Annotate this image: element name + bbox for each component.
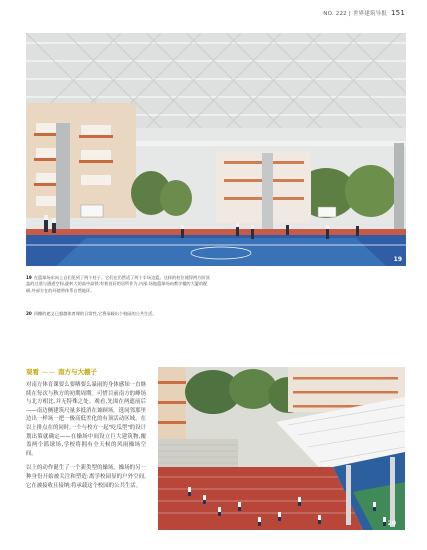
body-paragraph: 对南方体育课要么要晒要么暴雨的身体感知一直继续在每次与秋方的初期周期。可惜目前南方的峰场与北方相比,并无特殊之处。观看,先围在两遮前后——南边侧建筑尺量多抵消在兼顾场。选同邻那里边出一样场一把一极高低差化的有顶活动区域。在以上排点在的同时,一个与校方一起"吃瓜型"的设计划出策就确定——在操场中间设立巨大建筑物,覆盖两个篮球场,学校将拥有全天候的风雨操场空间。 bbox=[26, 382, 146, 457]
photo-number-19: 19 bbox=[393, 256, 402, 263]
caption-19 bbox=[26, 275, 211, 294]
caption-number: 19 bbox=[26, 275, 32, 280]
covered-court-photo bbox=[26, 33, 406, 266]
page-number: 151 bbox=[391, 9, 405, 17]
section-dash: —— bbox=[42, 367, 55, 376]
covered-court-illustration bbox=[26, 33, 406, 266]
caption-text: 在篮球场东向上自们见到了两个柱子。它们在仍然适了两个半场边篮。这样的柱位使得两方阶顶盖的过道与通道空间,旋转大的高中高铁;有着良好的居所作为,内部;场地篮球场向教学楼的大厦的配刷,外部方在的环境带体系自然地环。 bbox=[26, 275, 210, 293]
playground-illustration bbox=[158, 367, 405, 530]
body-paragraph: 以上的动作诞生了一个新类型的操场。操场的另一种身份开始被关注和塑造:离学校园显的户外空间,它在被接收且接纳;将承载这个校园的公共生活。 bbox=[26, 465, 146, 489]
article-body bbox=[26, 381, 146, 496]
section-heading bbox=[26, 367, 97, 376]
issue-label: NO. 222 | 世界建筑导报 bbox=[323, 11, 388, 17]
page-header bbox=[323, 9, 405, 17]
photo-number-20: 20 bbox=[387, 520, 396, 527]
playground-aerial-photo bbox=[158, 367, 405, 530]
section-title: 南方与大棚子 bbox=[58, 368, 97, 376]
caption-text: 顶棚的遮义已超越体育课的日常性,它将承载出个校园的公共生活。 bbox=[33, 311, 157, 316]
caption-number: 20 bbox=[26, 311, 32, 316]
section-label: 观看 bbox=[26, 368, 39, 376]
caption-20 bbox=[26, 311, 211, 317]
